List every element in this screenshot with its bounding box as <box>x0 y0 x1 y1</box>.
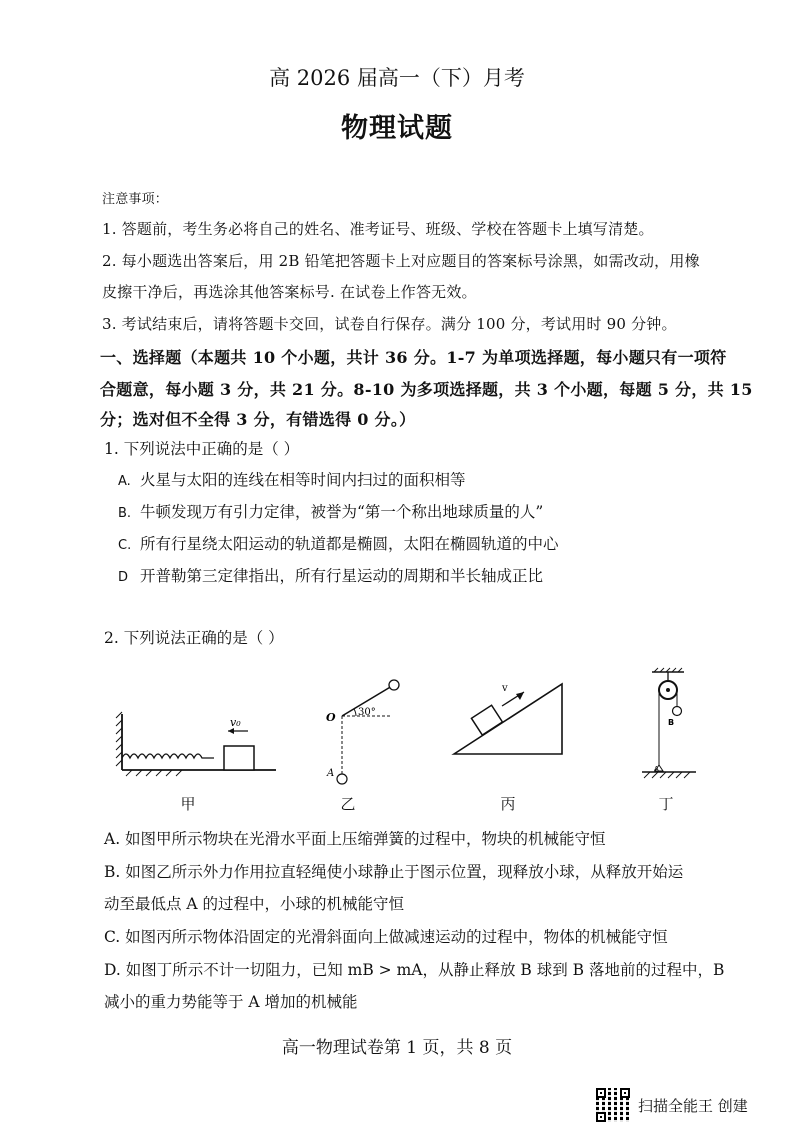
notice-heading: 注意事项： <box>102 192 169 207</box>
spring <box>122 754 214 758</box>
q1-option-key: B. <box>118 506 132 521</box>
q1-option-text: 所有行星绕太阳运动的轨道都是椭圆，太阳在椭圆轨道的中心 <box>140 535 559 553</box>
q1-option-key: D <box>118 570 129 585</box>
figure-yi <box>322 678 412 788</box>
page-footer: 高一物理试卷第 1 页，共 8 页 <box>281 1038 513 1058</box>
figure-bing <box>452 676 572 760</box>
figure-yi-caption: 乙 <box>340 795 356 813</box>
figure-jia-caption: 甲 <box>180 795 196 813</box>
notice-item-3: 3. 考试结束后，请将答题卡交回，试卷自行保存。满分 100 分，考试用时 90 分钟。 <box>102 315 677 333</box>
q2-option-b: B. 如图乙所示外力作用拉直轻绳使小球静止于图示位置，现释放小球，从释放开始运 <box>104 863 684 881</box>
q2-option-a: A. 如图甲所示物块在光滑水平面上压缩弹簧的过程中，物块的机械能守恒 <box>104 830 606 848</box>
section-heading-line-1: 一、选择题（本题共 10 个小题，共计 36 分。1-7 为单项选择题，每小题只有一项符 <box>100 348 727 367</box>
q1-option-c <box>118 532 559 554</box>
mass-b-label: B <box>668 718 675 727</box>
scanner-watermark <box>596 1088 748 1122</box>
notice-item-1: 1. 答题前，考生务必将自己的姓名、准考证号、班级、学校在答题卡上填写清楚。 <box>102 220 654 238</box>
q2-option-d-cont: 减小的重力势能等于 A 增加的机械能 <box>104 993 358 1011</box>
ball-released <box>389 680 399 690</box>
scanner-text: 扫描全能王 创建 <box>638 1096 748 1115</box>
figure-ding <box>640 668 700 780</box>
qr-code-icon <box>596 1088 630 1122</box>
q1-option-key: C. <box>118 538 132 553</box>
section-heading-line-2: 合题意，每小题 3 分，共 21 分。8-10 为多项选择题，共 3 个小题，每题 5 分，共 15 <box>100 380 753 399</box>
ball-lowest <box>337 774 347 784</box>
section-heading-line-3: 分；选对但不全得 3 分，有错选得 0 分。） <box>100 410 416 429</box>
q2-option-c: C. 如图丙所示物体沿固定的光滑斜面向上做减速运动的过程中，物体的机械能守恒 <box>104 928 668 946</box>
q2-option-d: D. 如图丁所示不计一切阻力，已知 mB > mA，从静止释放 B 球到 B 落地前的过程中，B <box>104 961 725 979</box>
notice-item-2-cont: 皮擦干净后，再选涂其他答案标号. 在试卷上作答无效。 <box>102 283 477 301</box>
figure-jia <box>116 708 281 778</box>
figure-ding-caption: 丁 <box>658 795 674 813</box>
q1-stem: 1. 下列说法中正确的是（ ） <box>104 440 300 458</box>
exam-title: 高 2026 届高一（下）月考 <box>269 66 525 90</box>
q1-option-b <box>118 500 543 522</box>
block <box>224 746 254 770</box>
figure-bing-caption: 丙 <box>500 795 516 813</box>
q1-option-text: 牛顿发现万有引力定律，被誉为“第一个称出地球质量的人” <box>140 503 544 521</box>
point-o-label: O <box>326 711 336 724</box>
subject-title: 物理试题 <box>341 113 453 144</box>
q1-option-d <box>118 564 543 586</box>
notice-item-2: 2. 每小题选出答案后，用 2B 铅笔把答题卡上对应题目的答案标号涂黑，如需改动，用橡 <box>102 252 700 270</box>
q1-option-text: 火星与太阳的连线在相等时间内扫过的面积相等 <box>140 471 466 489</box>
q2-stem: 2. 下列说法正确的是（ ） <box>104 629 284 647</box>
ball-b <box>673 707 682 716</box>
q2-option-b-cont: 动至最低点 A 的过程中，小球的机械能守恒 <box>104 895 405 913</box>
q1-option-a <box>118 468 466 490</box>
angle-label: 30° <box>358 707 376 718</box>
velocity-label: v <box>502 683 508 694</box>
mass-a-label: A <box>654 765 659 773</box>
velocity-label: v₀ <box>230 716 241 729</box>
q1-option-key: A. <box>118 474 131 489</box>
q1-option-text: 开普勒第三定律指出，所有行星运动的周期和半长轴成正比 <box>140 567 544 585</box>
point-a-label: A <box>327 768 335 779</box>
